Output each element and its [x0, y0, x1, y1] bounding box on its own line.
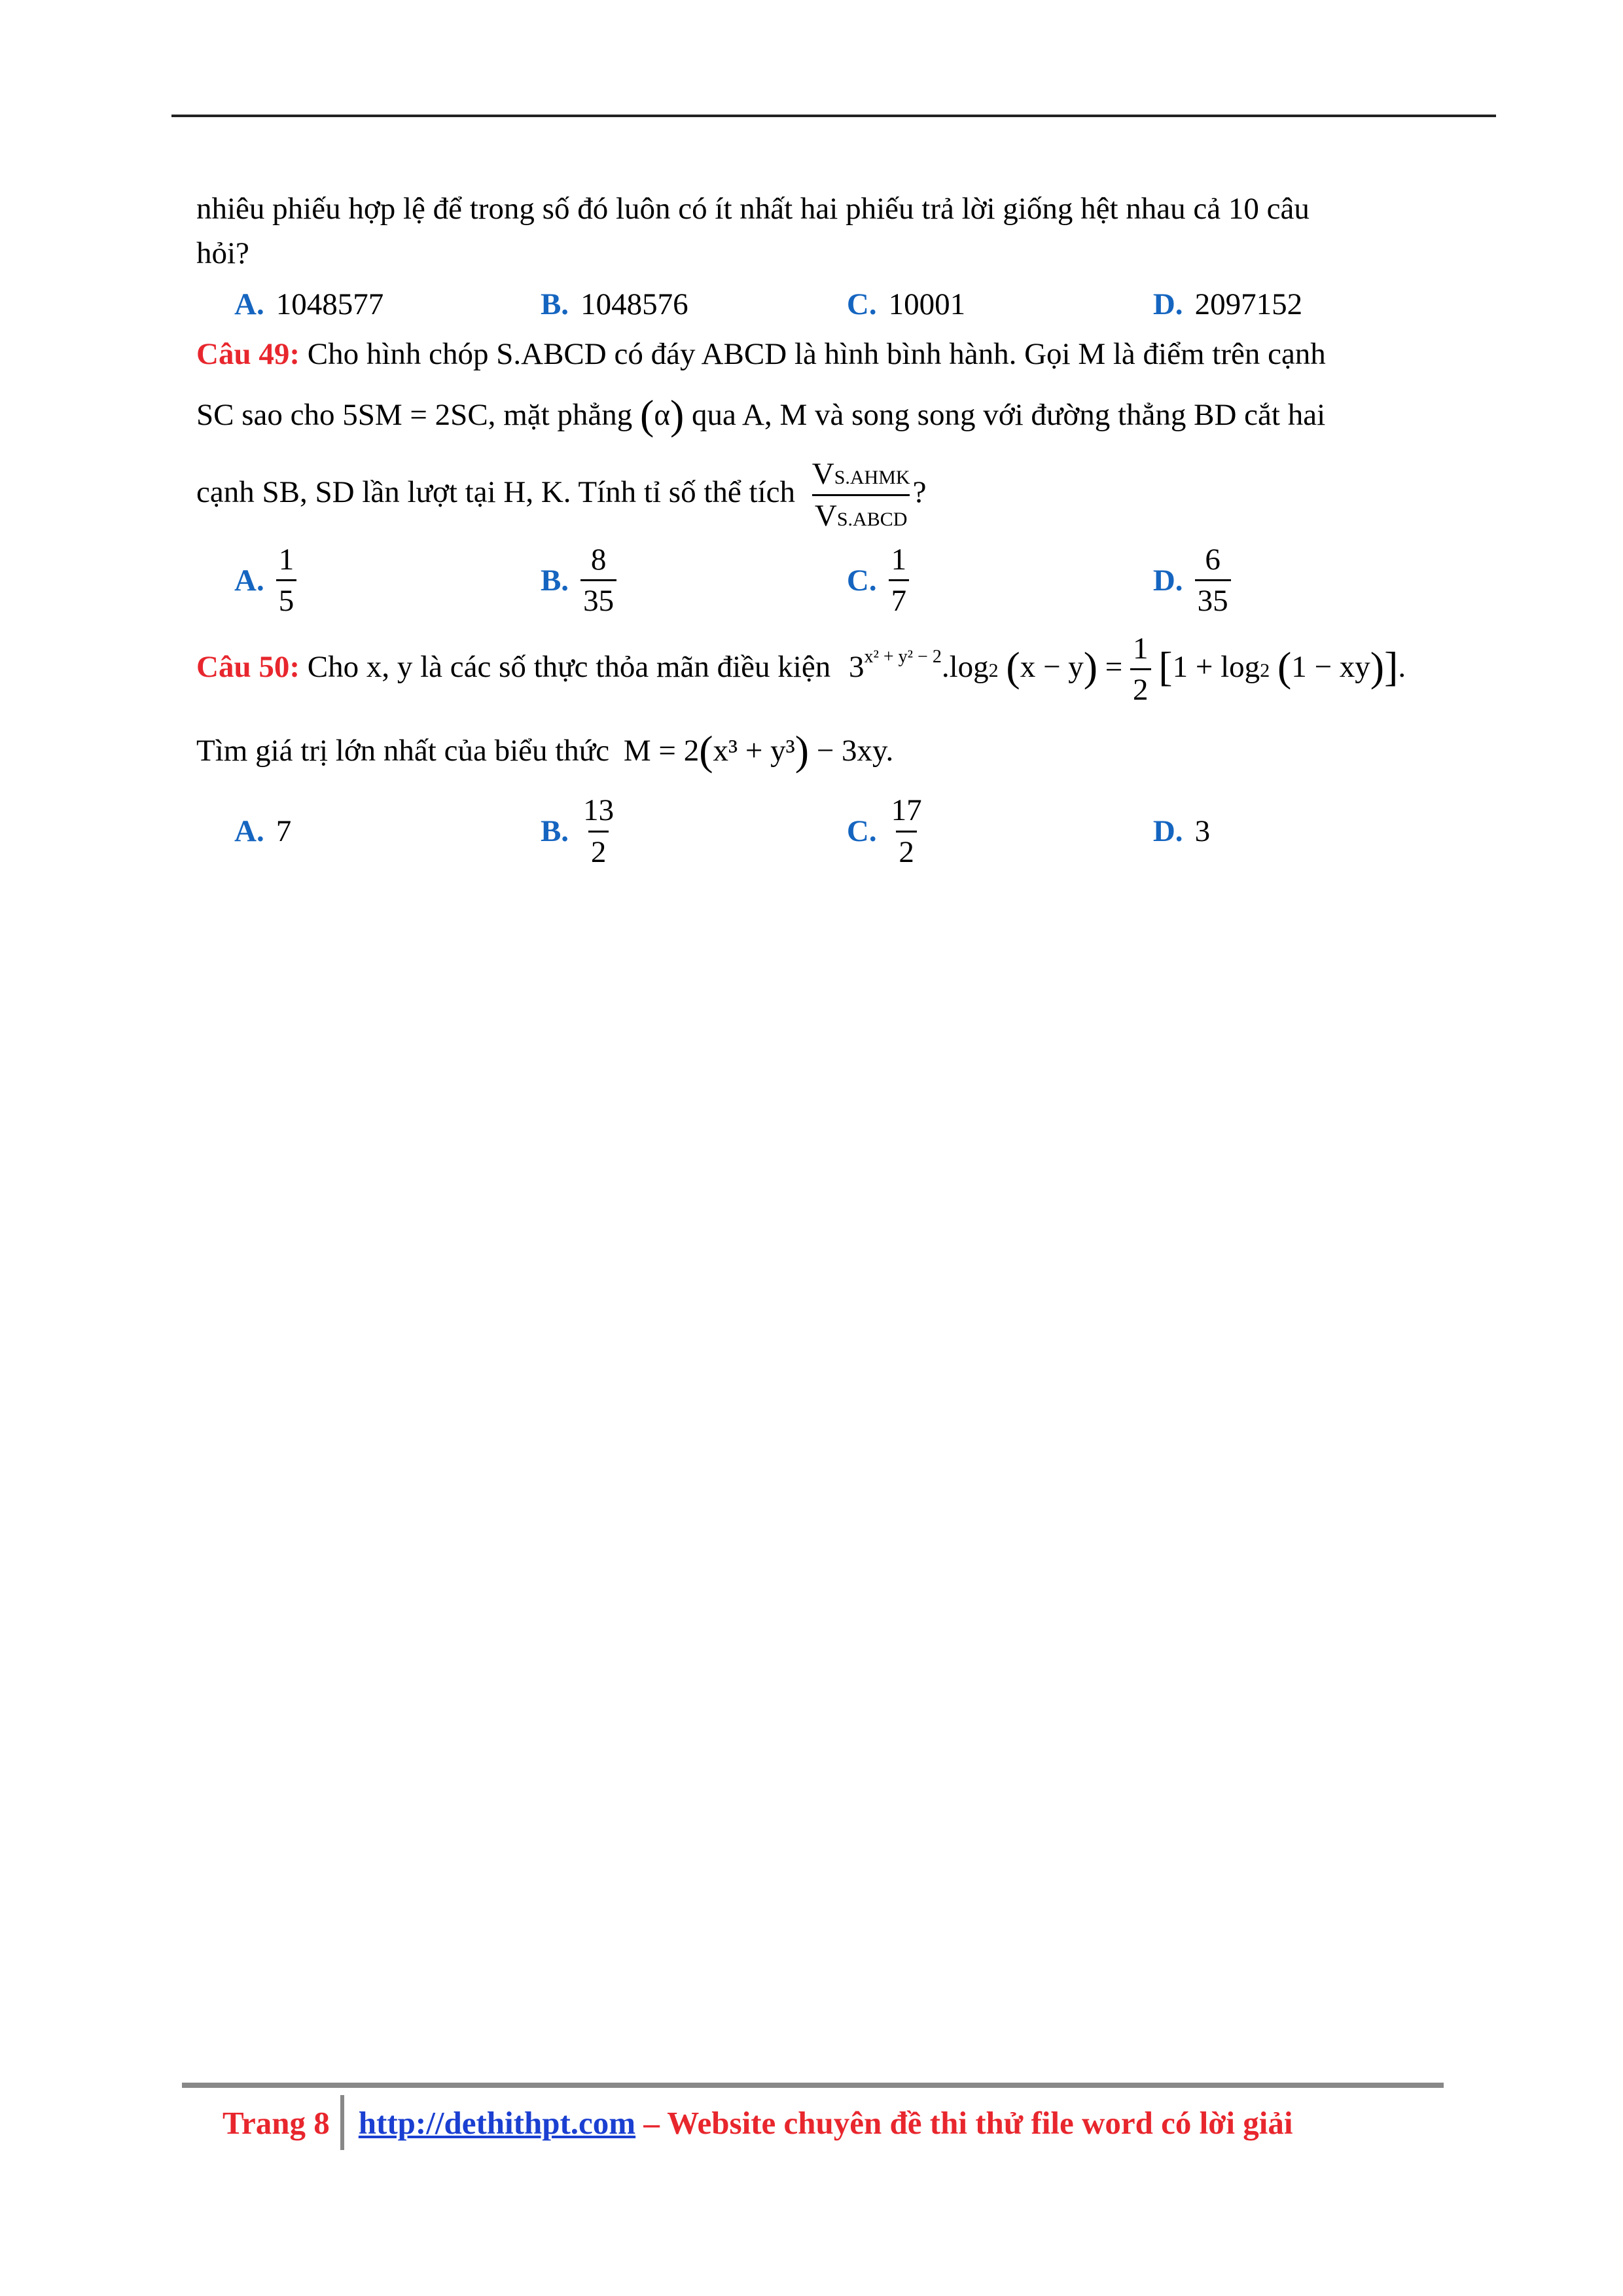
q48-option-c[interactable]: C. 10001 [846, 287, 966, 322]
header-rule [171, 115, 1496, 117]
q49-option-b[interactable]: B. $\frac{8}{35}$ [541, 543, 847, 619]
q50-option-a[interactable]: A. 7 [234, 814, 292, 848]
page-content [196, 187, 1427, 869]
footer-rule [182, 2083, 1444, 2088]
q49-options [196, 543, 1427, 619]
q50-option-c[interactable]: C. $\frac{17}{2}$ [846, 793, 922, 869]
page-number: Trang 8 [223, 2104, 330, 2141]
q49-text-line2: SC sao cho 5SM = 2SC, mặt phẳng (α) qua A, M và song song với đường thẳng BD cắt hai [196, 391, 1326, 438]
q49-text-line1: Câu 49: Cho hình chóp S.ABCD có đáy ABCD là hình bình hành. Gọi M là điểm trên cạnh [196, 337, 1326, 372]
q50-condition: $3^{x^2 + y^2 - 2}.\log 2$ (x − y) = $\frac{1}{2}$ [1 + log2 (1 − xy)]. [848, 631, 1406, 708]
page-footer [223, 2093, 1293, 2152]
q49-text-line3: cạnh SB, SD lần lượt tại H, K. Tính tỉ số thể tích $\frac{\text{VS.AHMK}}{\text{VS.ABCD}}$ ? [196, 457, 927, 533]
q49-option-a[interactable]: A. $\frac{1}{5}$ [196, 543, 541, 619]
q49-label: Câu 49: [196, 337, 300, 372]
q50-text-line1: Câu 50: Cho x, y là các số thực thỏa mãn điều kiện $3^{x^2 + y^2 - 2}.\log 2$ (x − y) = $\frac{1}{2}$ [1 + log2 (1 − xy)]. [196, 631, 1406, 708]
q49-option-c[interactable]: C. $\frac{1}{7}$ [847, 543, 1153, 619]
q50-option-b[interactable]: B. $\frac{13}{2}$ [540, 793, 615, 869]
footer-separator [340, 2095, 344, 2150]
footer-tagline: – Website chuyên đề thi thử file word có lời giải [635, 2104, 1293, 2141]
q48-option-d[interactable]: D. 2097152 [1152, 287, 1303, 322]
q48-options [196, 282, 1427, 327]
q50-text-line2: Tìm giá trị lớn nhất của biểu thức M = 2(x³ + y³) − 3xy. [196, 727, 894, 774]
q50-options [196, 793, 1427, 869]
volume-ratio: $\frac{\text{VS.AHMK}}{\text{VS.ABCD}}$ [812, 457, 910, 533]
q50-expression: M = 2(x³ + y³) − 3xy. [623, 727, 894, 774]
alpha-symbol: α [654, 397, 670, 432]
q48-option-b[interactable]: B. 1048576 [540, 287, 688, 322]
website-link[interactable]: http://dethithpt.com [358, 2104, 636, 2141]
q49-option-d[interactable]: D. $\frac{6}{35}$ [1153, 543, 1427, 619]
q50-label: Câu 50: [196, 649, 300, 684]
q48-text-line1: nhiêu phiếu hợp lệ để trong số đó luôn có ít nhất hai phiếu trả lời giống hệt nhau cả 10 câu [196, 192, 1310, 226]
q49-equation: 5SM = 2SC, [342, 397, 496, 432]
q48-text-line2: hỏi? [196, 236, 249, 271]
q50-option-d[interactable]: D. 3 [1152, 814, 1211, 848]
q48-option-a[interactable]: A. 1048577 [234, 287, 384, 322]
